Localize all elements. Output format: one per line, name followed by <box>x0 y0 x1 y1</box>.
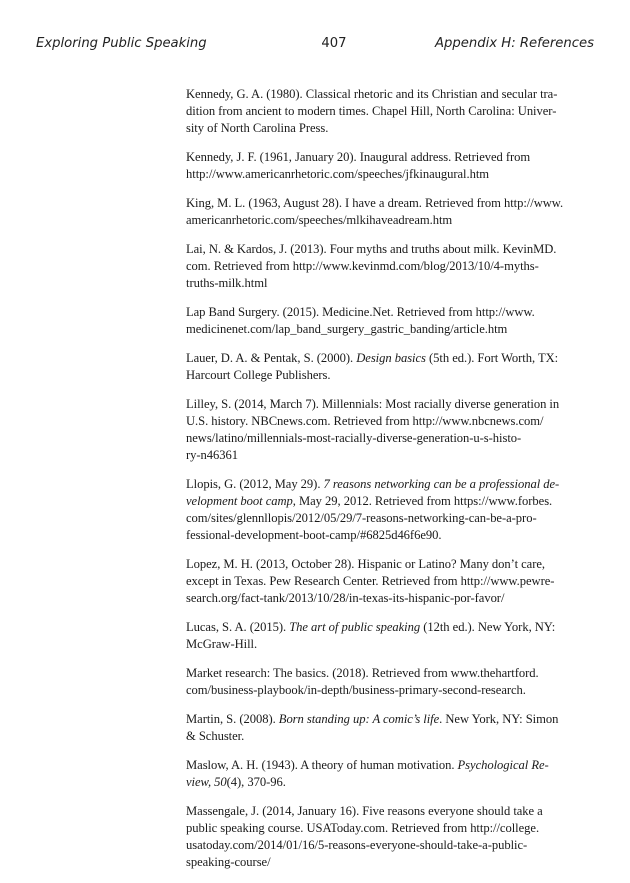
reference-line: view, 50(4), 370-96. <box>186 775 286 789</box>
reference-line: Lauer, D. A. & Pentak, S. (2000). Design basics (5th ed.). Fort Worth, TX: <box>186 351 559 365</box>
reference-entry <box>186 149 594 183</box>
reference-line: Lap Band Surgery. (2015). Medicine.Net. Retrieved from http://www. <box>186 305 535 319</box>
page-number: 407 <box>321 36 347 51</box>
reference-line: Martin, S. (2008). Born standing up: A comic’s life. New York, NY: Simon <box>186 712 559 726</box>
reference-entry <box>186 350 594 384</box>
reference-line: McGraw-Hill. <box>186 637 258 651</box>
reference-line: public speaking course. USAToday.com. Retrieved from http://college. <box>186 821 540 835</box>
italic-title: The art of public speaking <box>289 620 421 634</box>
reference-line: Llopis, G. (2012, May 29). 7 reasons networking can be a professional de- <box>186 477 560 491</box>
reference-line: King, M. L. (1963, August 28). I have a dream. Retrieved from http://www. <box>186 196 564 210</box>
reference-line: americanrhetoric.com/speeches/mlkihaveadream.htm <box>186 213 453 227</box>
reference-entry <box>186 241 594 292</box>
reference-line: Lai, N. & Kardos, J. (2013). Four myths and truths about milk. KevinMD. <box>186 242 557 256</box>
reference-line: truths-milk.html <box>186 276 268 290</box>
reference-line: speaking-course/ <box>186 855 271 869</box>
reference-line: dition from ancient to modern times. Chapel Hill, North Carolina: Univer- <box>186 104 557 118</box>
italic-title: 7 reasons networking can be a professional de- <box>323 477 560 491</box>
running-head-book-title: Exploring Public Speaking <box>36 36 207 51</box>
italic-title: view, 50 <box>186 775 227 789</box>
reference-entry <box>186 86 594 137</box>
reference-line: medicinenet.com/lap_band_surgery_gastric_banding/article.htm <box>186 322 508 336</box>
running-head-section-title: Appendix H: References <box>435 36 594 51</box>
reference-line: U.S. history. NBCnews.com. Retrieved from http://www.nbcnews.com/ <box>186 414 544 428</box>
reference-entry <box>186 195 594 229</box>
reference-entry <box>186 803 594 871</box>
reference-entry <box>186 396 594 464</box>
reference-line: com/business-playbook/in-depth/business-primary-second-research. <box>186 683 526 697</box>
reference-line: usatoday.com/2014/01/16/5-reasons-everyone-should-take-a-public- <box>186 838 528 852</box>
reference-line: ry-n46361 <box>186 448 239 462</box>
reference-line: Massengale, J. (2014, January 16). Five reasons everyone should take a <box>186 804 543 818</box>
reference-entry <box>186 619 594 653</box>
reference-line: fessional-development-boot-camp/#6825d46f6e90. <box>186 528 442 542</box>
italic-title: Design basics <box>356 351 426 365</box>
reference-line: velopment boot camp, May 29, 2012. Retrieved from https://www.forbes. <box>186 494 553 508</box>
reference-line: news/latino/millennials-most-racially-diverse-generation-u-s-histo- <box>186 431 522 445</box>
reference-line: Lopez, M. H. (2013, October 28). Hispanic or Latino? Many don’t care, <box>186 557 545 571</box>
reference-entry <box>186 757 594 791</box>
reference-line: http://www.americanrhetoric.com/speeches/jfkinaugural.htm <box>186 167 490 181</box>
italic-title: Born standing up: A comic’s life <box>278 712 440 726</box>
reference-line: Maslow, A. H. (1943). A theory of human motivation. Psychological Re- <box>186 758 549 772</box>
reference-line: Lilley, S. (2014, March 7). Millennials: Most racially diverse generation in <box>186 397 560 411</box>
italic-title: Psychological Re- <box>457 758 549 772</box>
reference-line: sity of North Carolina Press. <box>186 121 329 135</box>
reference-line: Kennedy, J. F. (1961, January 20). Inaugural address. Retrieved from <box>186 150 531 164</box>
reference-entry <box>186 476 594 544</box>
italic-title: velopment boot camp <box>186 494 293 508</box>
reference-line: search.org/fact-tank/2013/10/28/in-texas-its-hispanic-por-favor/ <box>186 591 505 605</box>
reference-line: Market research: The basics. (2018). Retrieved from www.thehartford. <box>186 666 539 680</box>
reference-line: Kennedy, G. A. (1980). Classical rhetoric and its Christian and secular tra- <box>186 87 558 101</box>
reference-line: Lucas, S. A. (2015). The art of public speaking (12th ed.). New York, NY: <box>186 620 556 634</box>
reference-line: com. Retrieved from http://www.kevinmd.com/blog/2013/10/4-myths- <box>186 259 539 273</box>
reference-entry <box>186 665 594 699</box>
reference-list <box>186 86 594 883</box>
reference-line: com/sites/glennllopis/2012/05/29/7-reasons-networking-can-be-a-pro- <box>186 511 537 525</box>
reference-entry <box>186 304 594 338</box>
reference-entry <box>186 711 594 745</box>
reference-line: Harcourt College Publishers. <box>186 368 331 382</box>
page-header <box>36 36 594 56</box>
reference-line: & Schuster. <box>186 729 245 743</box>
reference-entry <box>186 556 594 607</box>
reference-line: except in Texas. Pew Research Center. Retrieved from http://www.pewre- <box>186 574 555 588</box>
